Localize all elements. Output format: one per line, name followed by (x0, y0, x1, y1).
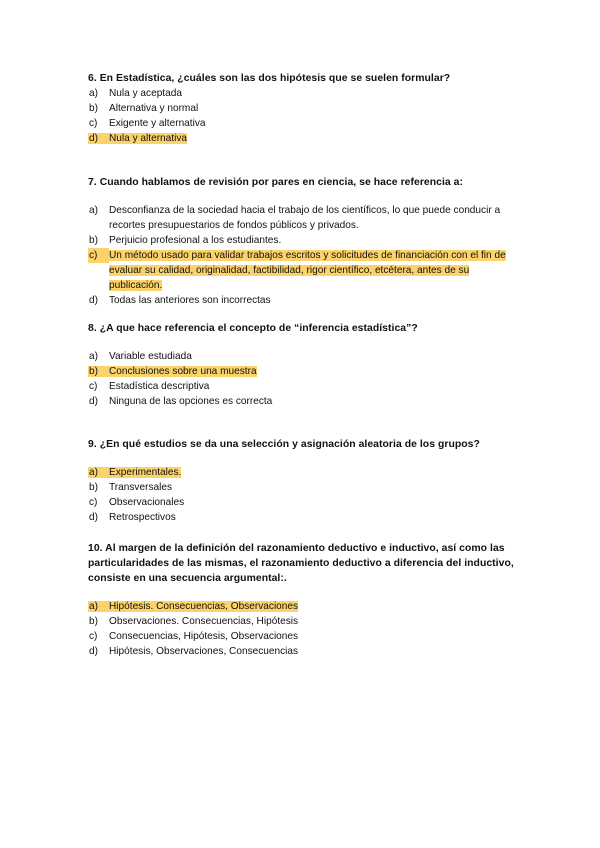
question-7-options (88, 203, 518, 308)
answer-highlight (88, 467, 181, 478)
option-letter: a) (89, 601, 98, 612)
option-text: Conclusiones sobre una muestra (109, 366, 257, 377)
option-text: Ninguna de las opciones es correcta (109, 396, 273, 407)
option-text: Desconfianza de la sociedad hacia el trabajo de los científicos, lo que puede conducir a recortes presupuestarios de fondos públicos y privados. (109, 205, 501, 231)
question-8-option-d (88, 394, 518, 409)
option-text: Observacionales (109, 497, 185, 508)
option-letter: c) (89, 118, 98, 129)
option-letter: c) (89, 631, 98, 642)
option-letter: b) (89, 482, 98, 493)
option-letter: c) (89, 497, 98, 508)
option-letter: a) (89, 351, 98, 362)
question-6-option-d-highlighted (88, 131, 518, 146)
question-9-option-b (88, 480, 518, 495)
option-text: Observaciones. Consecuencias, Hipótesis (109, 616, 299, 627)
option-text: Alternativa y normal (109, 103, 199, 114)
question-10-option-a-highlighted (88, 599, 518, 614)
option-letter: d) (89, 295, 98, 306)
question-6-options (88, 86, 518, 146)
question-7-option-b (88, 233, 518, 248)
option-letter: a) (89, 467, 98, 478)
question-9-option-d (88, 510, 518, 525)
option-text: Exigente y alternativa (109, 118, 206, 129)
option-letter: b) (89, 103, 98, 114)
option-letter: b) (89, 235, 98, 246)
question-8-title: 8. ¿A que hace referencia el concepto de “inferencia estadística”? (88, 323, 418, 334)
option-text: Hipótesis. Consecuencias, Observaciones (109, 601, 299, 612)
option-letter: b) (89, 366, 98, 377)
question-7-option-a (88, 203, 518, 233)
option-text: Hipótesis, Observaciones, Consecuencias (109, 646, 299, 657)
option-text: Experimentales. (109, 467, 182, 478)
answer-highlight (88, 366, 257, 377)
question-9-option-c (88, 495, 518, 510)
option-text: Nula y alternativa (109, 133, 187, 144)
option-text: Consecuencias, Hipótesis, Observaciones (109, 631, 299, 642)
question-7-title: 7. Cuando hablamos de revisión por pares en ciencia, se hace referencia a: (88, 177, 464, 188)
option-text: Todas las anteriores son incorrectas (109, 295, 271, 306)
question-7-option-c-highlighted (88, 248, 518, 293)
question-8-option-b-highlighted (88, 364, 518, 379)
question-10-option-d (88, 644, 518, 659)
question-6-option-c (88, 116, 518, 131)
option-letter: d) (89, 646, 98, 657)
option-text: Retrospectivos (109, 512, 176, 523)
answer-highlight (88, 601, 298, 612)
option-letter: b) (89, 616, 98, 627)
question-10 (88, 541, 518, 659)
option-text: Estadística descriptiva (109, 381, 210, 392)
option-letter: a) (89, 205, 98, 216)
option-letter: a) (89, 88, 98, 99)
question-10-options (88, 599, 518, 659)
question-10-title: 10. Al margen de la definición del razonamiento deductivo e inductivo, así como las particularidades de las mismas, el razonamiento deductivo a diferencia del inductivo, consiste en una secuencia argumental:. (88, 543, 514, 584)
question-9-options (88, 465, 518, 525)
question-8 (88, 321, 518, 409)
option-text: Transversales (109, 482, 173, 493)
option-text: Variable estudiada (109, 351, 192, 362)
question-9-option-a-highlighted (88, 465, 518, 480)
question-10-option-b (88, 614, 518, 629)
question-8-option-c (88, 379, 518, 394)
question-6 (88, 71, 518, 146)
question-10-option-c (88, 629, 518, 644)
option-letter: d) (89, 133, 98, 144)
option-text: Nula y aceptada (109, 88, 182, 99)
question-6-option-a (88, 86, 518, 101)
answer-highlight (88, 133, 187, 144)
option-text: Un método usado para validar trabajos escritos y solicitudes de financiación con el fin de evaluar su calidad, originalidad, factibilidad, rigor científico, etcétera, antes de su publicación. (109, 250, 506, 291)
option-letter: d) (89, 512, 98, 523)
question-9 (88, 437, 518, 525)
question-7-option-d (88, 293, 518, 308)
question-7 (88, 175, 518, 308)
option-letter: d) (89, 396, 98, 407)
option-letter: c) (88, 248, 109, 263)
question-6-option-b (88, 101, 518, 116)
question-8-options (88, 349, 518, 409)
option-letter: c) (89, 381, 98, 392)
option-text: Perjuicio profesional a los estudiantes. (109, 235, 282, 246)
question-8-option-a (88, 349, 518, 364)
question-9-title: 9. ¿En qué estudios se da una selección y asignación aleatoria de los grupos? (88, 439, 480, 450)
question-6-title: 6. En Estadística, ¿cuáles son las dos hipótesis que se suelen formular? (88, 73, 451, 84)
